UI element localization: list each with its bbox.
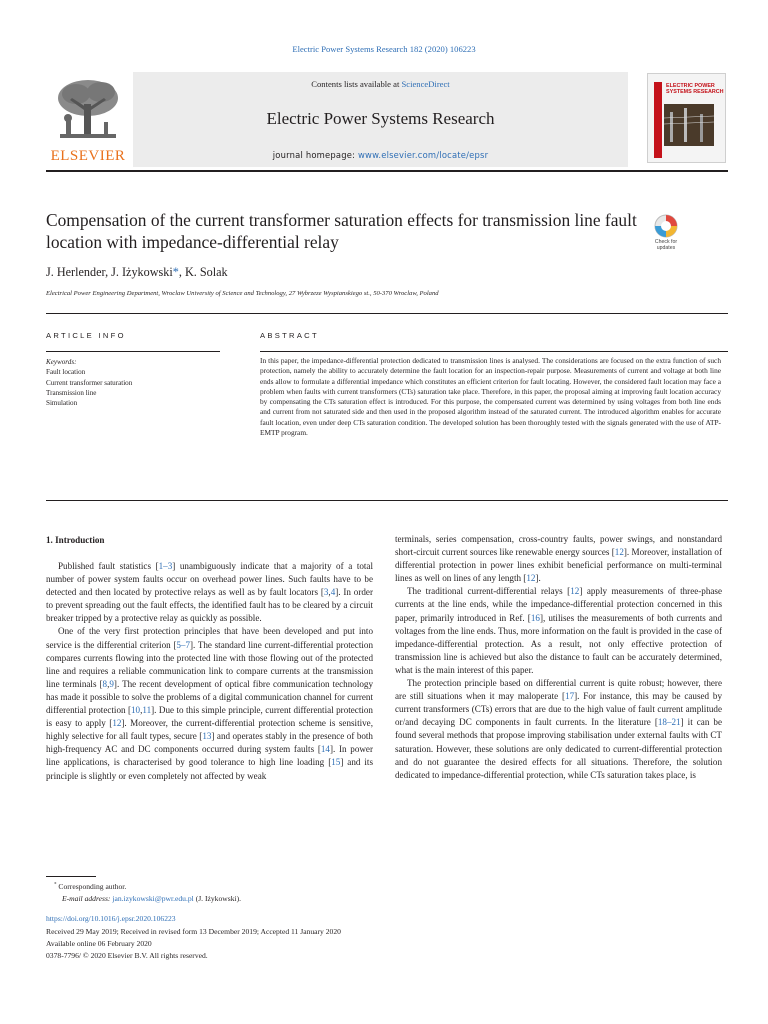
copyright-notice: 0378-7796/ © 2020 Elsevier B.V. All rights reserved. (46, 951, 208, 960)
reference-link[interactable]: 13 (202, 731, 212, 742)
abstract-rule (260, 351, 728, 352)
reference-link[interactable]: 5–7 (176, 639, 191, 650)
footnote-marker: * (54, 882, 57, 888)
body-text: The traditional current-differential relays [ (407, 586, 571, 597)
cover-title: ELECTRIC POWER SYSTEMS RESEARCH (666, 83, 724, 96)
body-text: ]. For instance, this may be caused by current transformers (CTs) errors that are due to the high value of fault current amplitude or/and decaying DC components in fault currents. In the literature [ (395, 691, 722, 728)
body-text: ]. In power line applications, is characterised by good tolerance to high line loading [ (46, 744, 374, 768)
reference-link[interactable]: 14 (320, 744, 330, 755)
available-online-date: Available online 06 February 2020 (46, 939, 152, 948)
corresponding-author-marker[interactable]: * (172, 265, 179, 279)
cover-image (664, 104, 714, 146)
cover-spine (654, 82, 662, 158)
body-text: ], utilises the measurements of both currents and voltages from the line ends. Thus, more information on the fault is provided in the case of impedance-differential protection. As a result, not only effective protection of transmission line is achieved but also the distance to fault can be accurately determined, what is the main interest of this paper. (395, 612, 722, 675)
email-link[interactable]: jan.izykowski@pwr.edu.pl (112, 894, 194, 903)
author-names-rest: , K. Solak (178, 265, 228, 279)
keyword-item: Current transformer saturation (46, 378, 133, 387)
body-text: One of the very first protection principles that have been developed and put into service is the differential criterion [ (46, 626, 373, 650)
body-text: ]. The standard line current-differential protection compares currents flowing into the protected line with those flowing out of the protected line and requires a reliable communication link to compare currents at the transmission line terminals [ (46, 639, 373, 689)
keywords-label: Keywords: (46, 358, 77, 366)
body-text: ]. Due to this simple principle, current differential protection is easy to apply [ (46, 705, 373, 729)
journal-cover-thumbnail[interactable] (647, 73, 726, 163)
email-label: E-mail address: (62, 894, 113, 903)
reference-link[interactable]: 11 (142, 705, 152, 716)
body-text: ] and operates stably in the presence of both high-frequency AC and DC components occurred during system faults [ (46, 731, 373, 755)
corresponding-footnote (54, 882, 554, 891)
keyword-item: Transmission line (46, 388, 97, 397)
body-column-right (395, 533, 722, 782)
check-for-updates-badge[interactable] (648, 212, 684, 254)
reference-link[interactable]: 12 (112, 718, 122, 729)
reference-link[interactable]: 16 (530, 612, 540, 623)
journal-homepage (133, 150, 628, 160)
footnote-rule (46, 876, 96, 877)
doi-link[interactable]: https://doi.org/10.1016/j.epsr.2020.106223 (46, 914, 176, 923)
reference-link[interactable]: 12 (570, 586, 580, 597)
body-text: , (107, 678, 110, 689)
abstract-divider (46, 500, 728, 501)
body-paragraph (395, 677, 722, 782)
body-column-left (46, 560, 373, 783)
body-text: ]. Moreover, the current-differential protection scheme is sensitive, highly selective for all fault types, secure [ (46, 718, 373, 742)
badge-line-2: updates (656, 245, 676, 251)
contents-prefix: Contents lists available at (311, 79, 402, 89)
abstract-text: In this paper, the impedance-differential protection dedicated to transmission lines is analysed. The considerations are focused on the extra function of such protection, namely the ability to accurately determine the fault location for an inspection-repair purpose. Measurements of current and voltage at both line ends allow to formulate a differential impedance which constitutes an efficient criterion for fault locating. However, the considered fault location may face a problem when faults with current transformers (CTs) saturation take place. Therefore, in this paper, the proposal aiming at improving fault location accuracy by compensating the CTs saturation effect is introduced. For this purpose, the compensated current was determined by using voltages from both line ends and current from not saturated side and then used in the proposed algorithm instead of the saturated current. The introduced algorithm enables for accurate fault location, even under deep CTs saturation condition. The developed solution has been thoroughly tested with the signals generated with the use of ATP-EMTP program. (260, 356, 721, 438)
received-dates: Received 29 May 2019; Received in revised form 13 December 2019; Accepted 11 January 2020 (46, 927, 341, 936)
body-text: The protection principle based on differential current is quite robust; however, there are still situations when it may maloperate [ (395, 678, 722, 702)
body-text: ]. In order to prevent spreading out the fault effects, the identified fault has to be cleared by a circuit breaker tripped by a protective relay as quickly as possible. (46, 587, 373, 624)
footnote-text: Corresponding author. (58, 882, 127, 891)
reference-link[interactable]: 15 (331, 757, 341, 768)
journal-citation-link[interactable]: Electric Power Systems Research 182 (2020) 106223 (292, 44, 476, 54)
body-text: ] it can be found several methods that propose improving stabilisation under external faults with CT saturation. However, these solutions are only dedicated to current-differential protection and do not guarantee the desired effects for all situations. Therefore, the solution dedicated to impedance-differential protection, while CTs saturation takes place, is (395, 717, 722, 780)
sciencedirect-link[interactable]: ScienceDirect (401, 79, 450, 89)
reference-link[interactable]: 12 (614, 547, 624, 558)
body-text: ]. The recent development of optical fibre communication technology has made it possible to solve the problems of a digital communication channel for current differential protection [ (46, 678, 373, 716)
body-paragraph (46, 625, 373, 782)
email-suffix: (J. Iżykowski). (193, 894, 242, 903)
reference-link[interactable]: 10 (131, 705, 141, 716)
article-info-heading: ARTICLE INFO (46, 331, 126, 340)
body-paragraph (395, 533, 722, 585)
body-text: ]. (535, 573, 541, 584)
abstract-heading: ABSTRACT (260, 331, 319, 340)
homepage-label: journal homepage: (272, 150, 358, 160)
article-info-rule (46, 351, 220, 352)
publisher-logo: ELSEVIER (50, 148, 126, 164)
keyword-item: Simulation (46, 399, 78, 408)
affiliation: Electrical Power Engineering Department, Wroclaw University of Science and Technology, 27 Wybrzeze Wyspianskiego st., 50-370 Wroclaw, Poland (46, 290, 439, 297)
journal-title: Electric Power Systems Research (266, 109, 495, 128)
paper-title: Compensation of the current transformer saturation effects for transmission line fault location with impedance-differential relay (46, 210, 637, 252)
body-text: ] apply measurements of three-phase currents at the line ends, while the impedance-differential protection concerned in this paper, primarily introduced in Ref. [ (395, 586, 722, 623)
reference-link[interactable]: 9 (109, 678, 114, 689)
reference-link[interactable]: 4 (330, 587, 336, 598)
reference-link[interactable]: 12 (526, 573, 536, 584)
body-text: Published fault statistics [ (58, 561, 159, 571)
keyword-item: Fault location (46, 368, 86, 377)
author-names: J. Herlender, J. Iżykowski (46, 265, 173, 279)
homepage-link[interactable]: www.elsevier.com/locate/epsr (357, 150, 489, 160)
body-text: , (328, 587, 331, 598)
contents-availability (133, 79, 628, 89)
front-matter-divider (46, 313, 728, 314)
body-text: terminals, series compensation, cross-country faults, power swings, and nonstandard short-circuit current sources like renewable energy sources [ (395, 534, 722, 558)
reference-link[interactable]: 1–3 (158, 561, 173, 571)
reference-link[interactable]: 3 (323, 587, 329, 598)
body-text: ] unambiguously indicate that a majority of a total number of power system faults occur on overhead power lines. Such faults have to be detected and then located by protective relays as well as by fault locators [ (46, 561, 373, 598)
body-text: ]. Moreover, installation of differential protection in power lines exhibit beneficial performance on multi-terminal lines as well on lines of any length [ (395, 547, 722, 584)
header-divider (46, 170, 728, 172)
body-paragraph (46, 560, 373, 625)
keywords-block (46, 357, 246, 408)
reference-link[interactable]: 17 (565, 691, 575, 702)
reference-link[interactable]: 18–21 (657, 717, 681, 728)
body-paragraph (395, 585, 722, 677)
body-text: , (140, 705, 143, 716)
section-heading-introduction: 1. Introduction (46, 535, 105, 545)
badge-line-1: Check for (654, 239, 678, 245)
email-footnote (62, 894, 562, 903)
author-list (46, 265, 646, 280)
body-text: ] and its principle is slightly or even completely not affected by weak (46, 757, 373, 781)
reference-link[interactable]: 8 (102, 678, 108, 689)
